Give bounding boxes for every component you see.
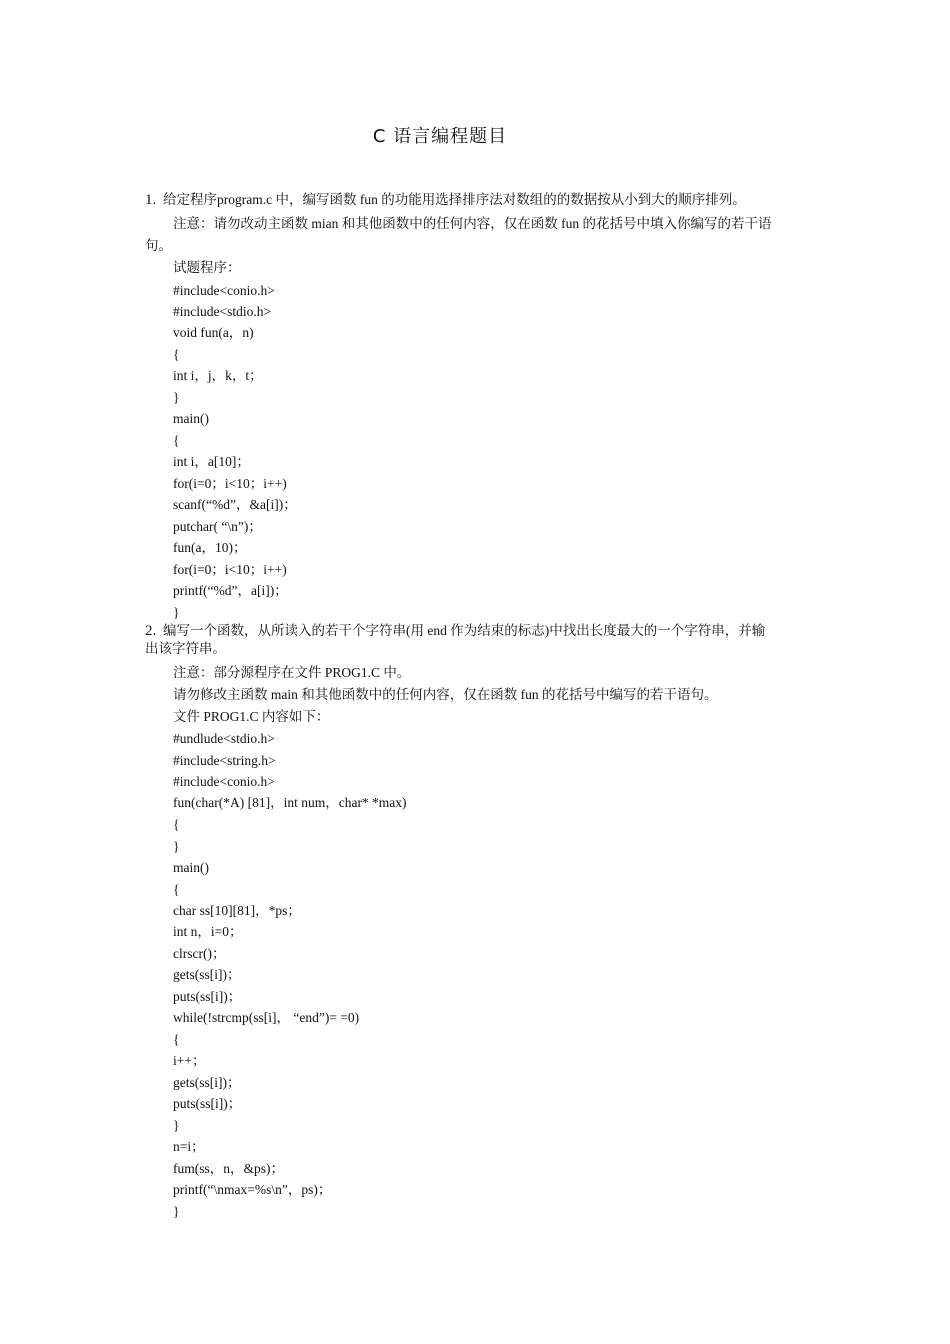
code-line: #include<conio.h> — [173, 774, 275, 789]
q1-note: 注意：请勿改动主函数 mian 和其他函数中的任何内容，仅在函数 fun 的花括号中填入你编写的若干语 — [173, 216, 772, 231]
code-line: puts(ss[i])； — [173, 1096, 242, 1111]
code-line: { — [173, 1032, 180, 1047]
code-line: printf(“%d”，a[i])； — [173, 583, 288, 598]
code-line: { — [173, 882, 180, 897]
code-line: } — [173, 390, 180, 405]
code-line: fun(char(*A) [81]，int num，char* *max) — [173, 795, 407, 810]
code-line: #undlude<stdio.h> — [173, 731, 275, 746]
q2-note: 注意：部分源程序在文件 PROG1.C 中。 — [173, 665, 411, 680]
code-line: i++； — [173, 1053, 206, 1068]
code-line: #include<conio.h> — [173, 283, 275, 298]
code-line: main() — [173, 860, 209, 875]
q2-instruction: 请勿修改主函数 main 和其他函数中的任何内容，仅在函数 fun 的花括号中编写的若干语句。 — [173, 687, 718, 702]
q2-number: 2. — [145, 623, 157, 639]
code-line: puts(ss[i])； — [173, 989, 242, 1004]
code-line: #include<stdio.h> — [173, 304, 272, 319]
code-line: n=i； — [173, 1139, 205, 1154]
code-line: for(i=0；i<10；i++) — [173, 562, 287, 577]
page-title: C 语言编程题目 — [372, 126, 508, 147]
code-line: } — [173, 605, 180, 620]
code-line: main() — [173, 411, 209, 426]
q1-note-cont: 句。 — [145, 238, 172, 253]
code-line: while(!strcmp(ss[i]， “end”)= =0) — [173, 1010, 360, 1025]
code-line: int n，i=0； — [173, 924, 243, 939]
code-line: } — [173, 1204, 180, 1219]
code-line: scanf(“%d”，&a[i])； — [173, 497, 297, 512]
code-line: clrscr()； — [173, 946, 226, 961]
q2-text: 编写一个函数，从所读入的若干个字符串(用 end 作为结束的标志)中找出长度最大的一个字符串，并输 — [163, 623, 766, 638]
code-line: fum(ss，n，&ps)； — [173, 1161, 284, 1176]
code-line: char ss[10][81]，*ps； — [173, 903, 301, 918]
code-line: gets(ss[i])； — [173, 967, 241, 982]
q1-text: 给定程序program.c 中，编写函数 fun 的功能用选择排序法对数组的的数据按从小到大的顺序排列。 — [163, 192, 746, 207]
code-line: int i，a[10]； — [173, 454, 250, 469]
q2-text-cont: 出该字符串。 — [145, 641, 226, 656]
code-line: { — [173, 347, 180, 362]
q2-line1 — [145, 622, 765, 640]
code-line: int i，j，k，t； — [173, 368, 263, 383]
code-line: #include<string.h> — [173, 753, 276, 768]
code-line: fun(a，10)； — [173, 540, 247, 555]
q1-number: 1. — [145, 192, 157, 208]
code-line: { — [173, 433, 180, 448]
code-line: putchar( “\n”)； — [173, 519, 262, 534]
code-line: gets(ss[i])； — [173, 1075, 241, 1090]
q1-program-label: 试题程序： — [173, 260, 241, 275]
code-line: void fun(a，n) — [173, 325, 254, 340]
code-line: printf(“\nmax=%s\n”，ps)； — [173, 1182, 332, 1197]
code-line: for(i=0；i<10；i++) — [173, 476, 287, 491]
code-line: } — [173, 1118, 180, 1133]
q1-line1 — [145, 191, 746, 209]
code-line: { — [173, 817, 180, 832]
code-line: } — [173, 839, 180, 854]
q2-file-label: 文件 PROG1.C 内容如下： — [173, 709, 330, 724]
